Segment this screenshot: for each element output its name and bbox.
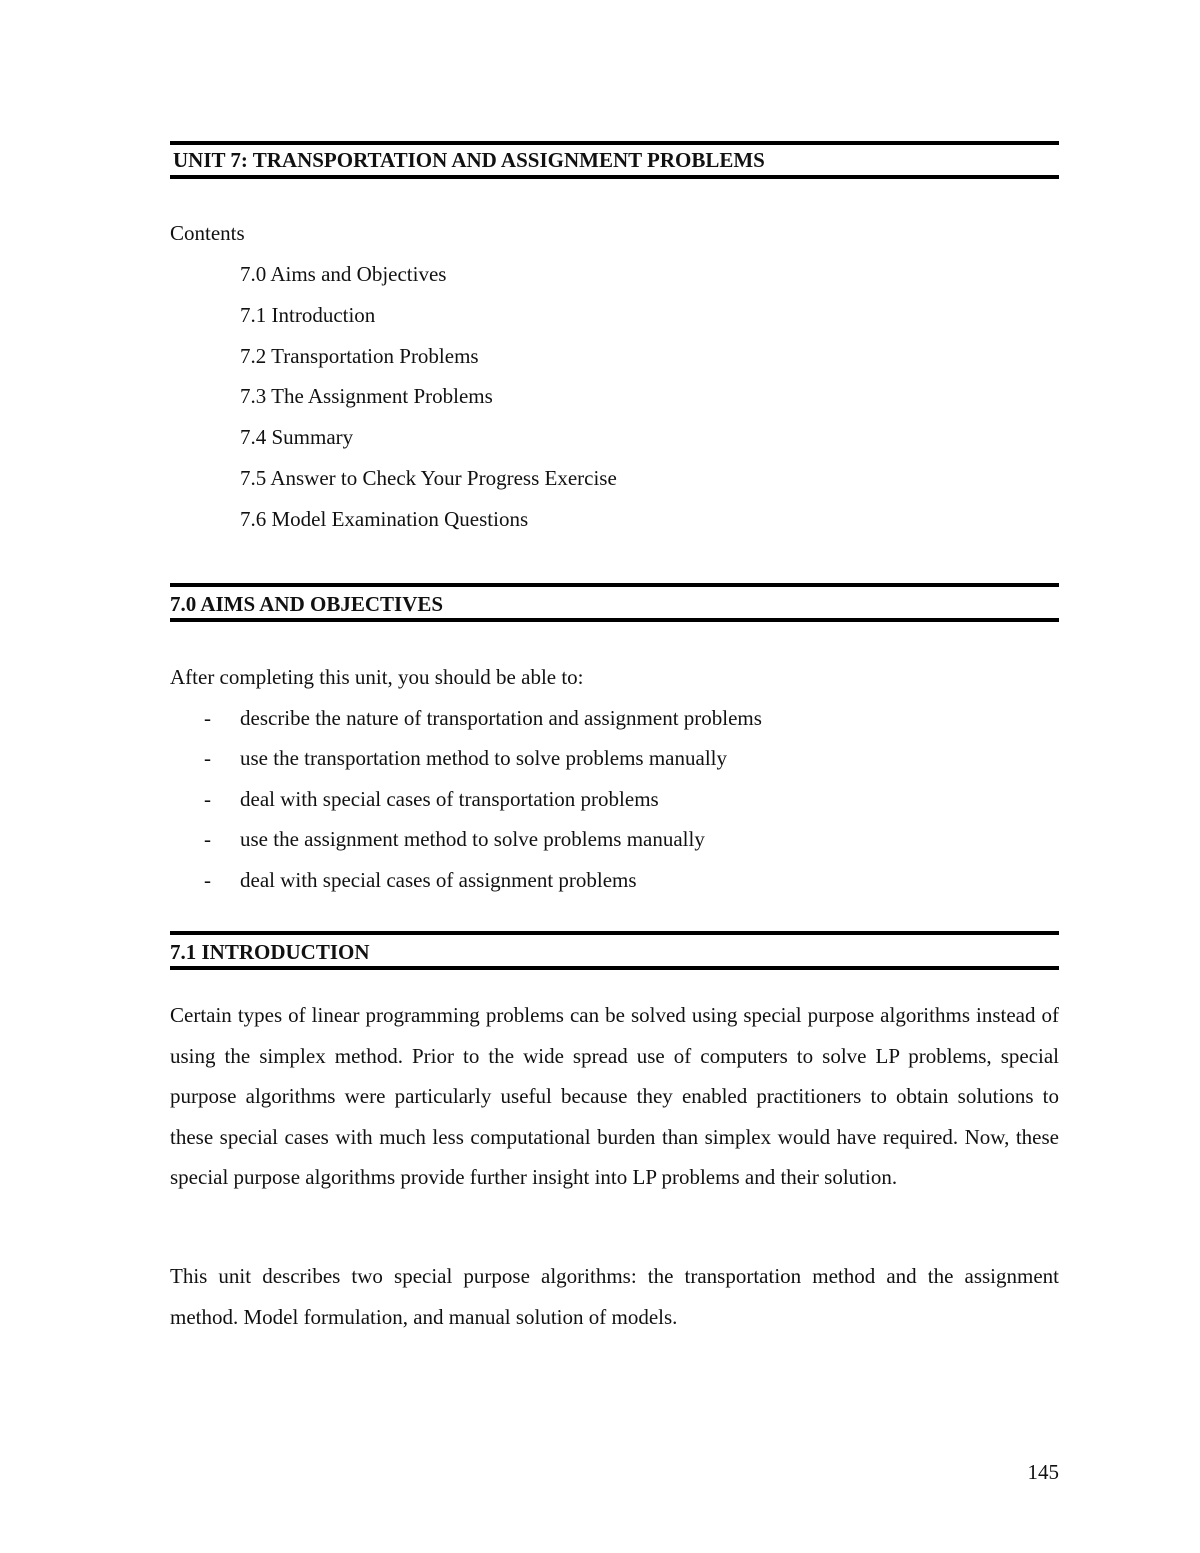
bullet-marker: - bbox=[204, 746, 211, 770]
toc-item: 7.2 Transportation Problems bbox=[240, 344, 479, 368]
bullet-marker: - bbox=[204, 827, 211, 851]
aims-bullet: use the transportation method to solve problems manually bbox=[240, 746, 727, 770]
toc-item: 7.0 Aims and Objectives bbox=[240, 262, 447, 286]
toc-item: 7.3 The Assignment Problems bbox=[240, 384, 493, 408]
unit-heading: UNIT 7: TRANSPORTATION AND ASSIGNMENT PROBLEMS bbox=[173, 148, 765, 172]
toc-item: 7.4 Summary bbox=[240, 425, 354, 449]
aims-bullet: describe the nature of transportation and assignment problems bbox=[240, 706, 762, 730]
bullet-marker: - bbox=[204, 706, 211, 730]
intro-heading: 7.1 INTRODUCTION bbox=[170, 940, 370, 964]
intro-paragraph: This unit describes two special purpose algorithms: the transportation method and the assignment method. Model formulation, and manual solution of models. bbox=[170, 1264, 1059, 1329]
bullet-marker: - bbox=[204, 787, 211, 811]
contents-label: Contents bbox=[170, 221, 245, 245]
intro-paragraph: Certain types of linear programming problems can be solved using special purpose algorithms instead of using the simplex method. Prior to the wide spread use of computers to solve LP problems, special purpose algorithms were particularly useful because they enabled practitioners to obtain solutions to these special cases with much less computational burden than simplex would have required. Now, these special purpose algorithms provide further insight into LP problems and their solution. bbox=[170, 1003, 1059, 1190]
aims-bullet: deal with special cases of transportation problems bbox=[240, 787, 659, 811]
aims-heading: 7.0 AIMS AND OBJECTIVES bbox=[170, 592, 444, 616]
toc-item: 7.1 Introduction bbox=[240, 303, 376, 327]
toc-item: 7.5 Answer to Check Your Progress Exercise bbox=[240, 466, 617, 490]
page-number: 145 bbox=[1027, 1460, 1059, 1484]
aims-intro: After completing this unit, you should be able to: bbox=[170, 665, 584, 689]
bullet-marker: - bbox=[204, 868, 211, 892]
aims-bullet: use the assignment method to solve problems manually bbox=[240, 827, 705, 851]
toc-item: 7.6 Model Examination Questions bbox=[240, 507, 529, 531]
aims-bullet: deal with special cases of assignment problems bbox=[240, 868, 637, 892]
